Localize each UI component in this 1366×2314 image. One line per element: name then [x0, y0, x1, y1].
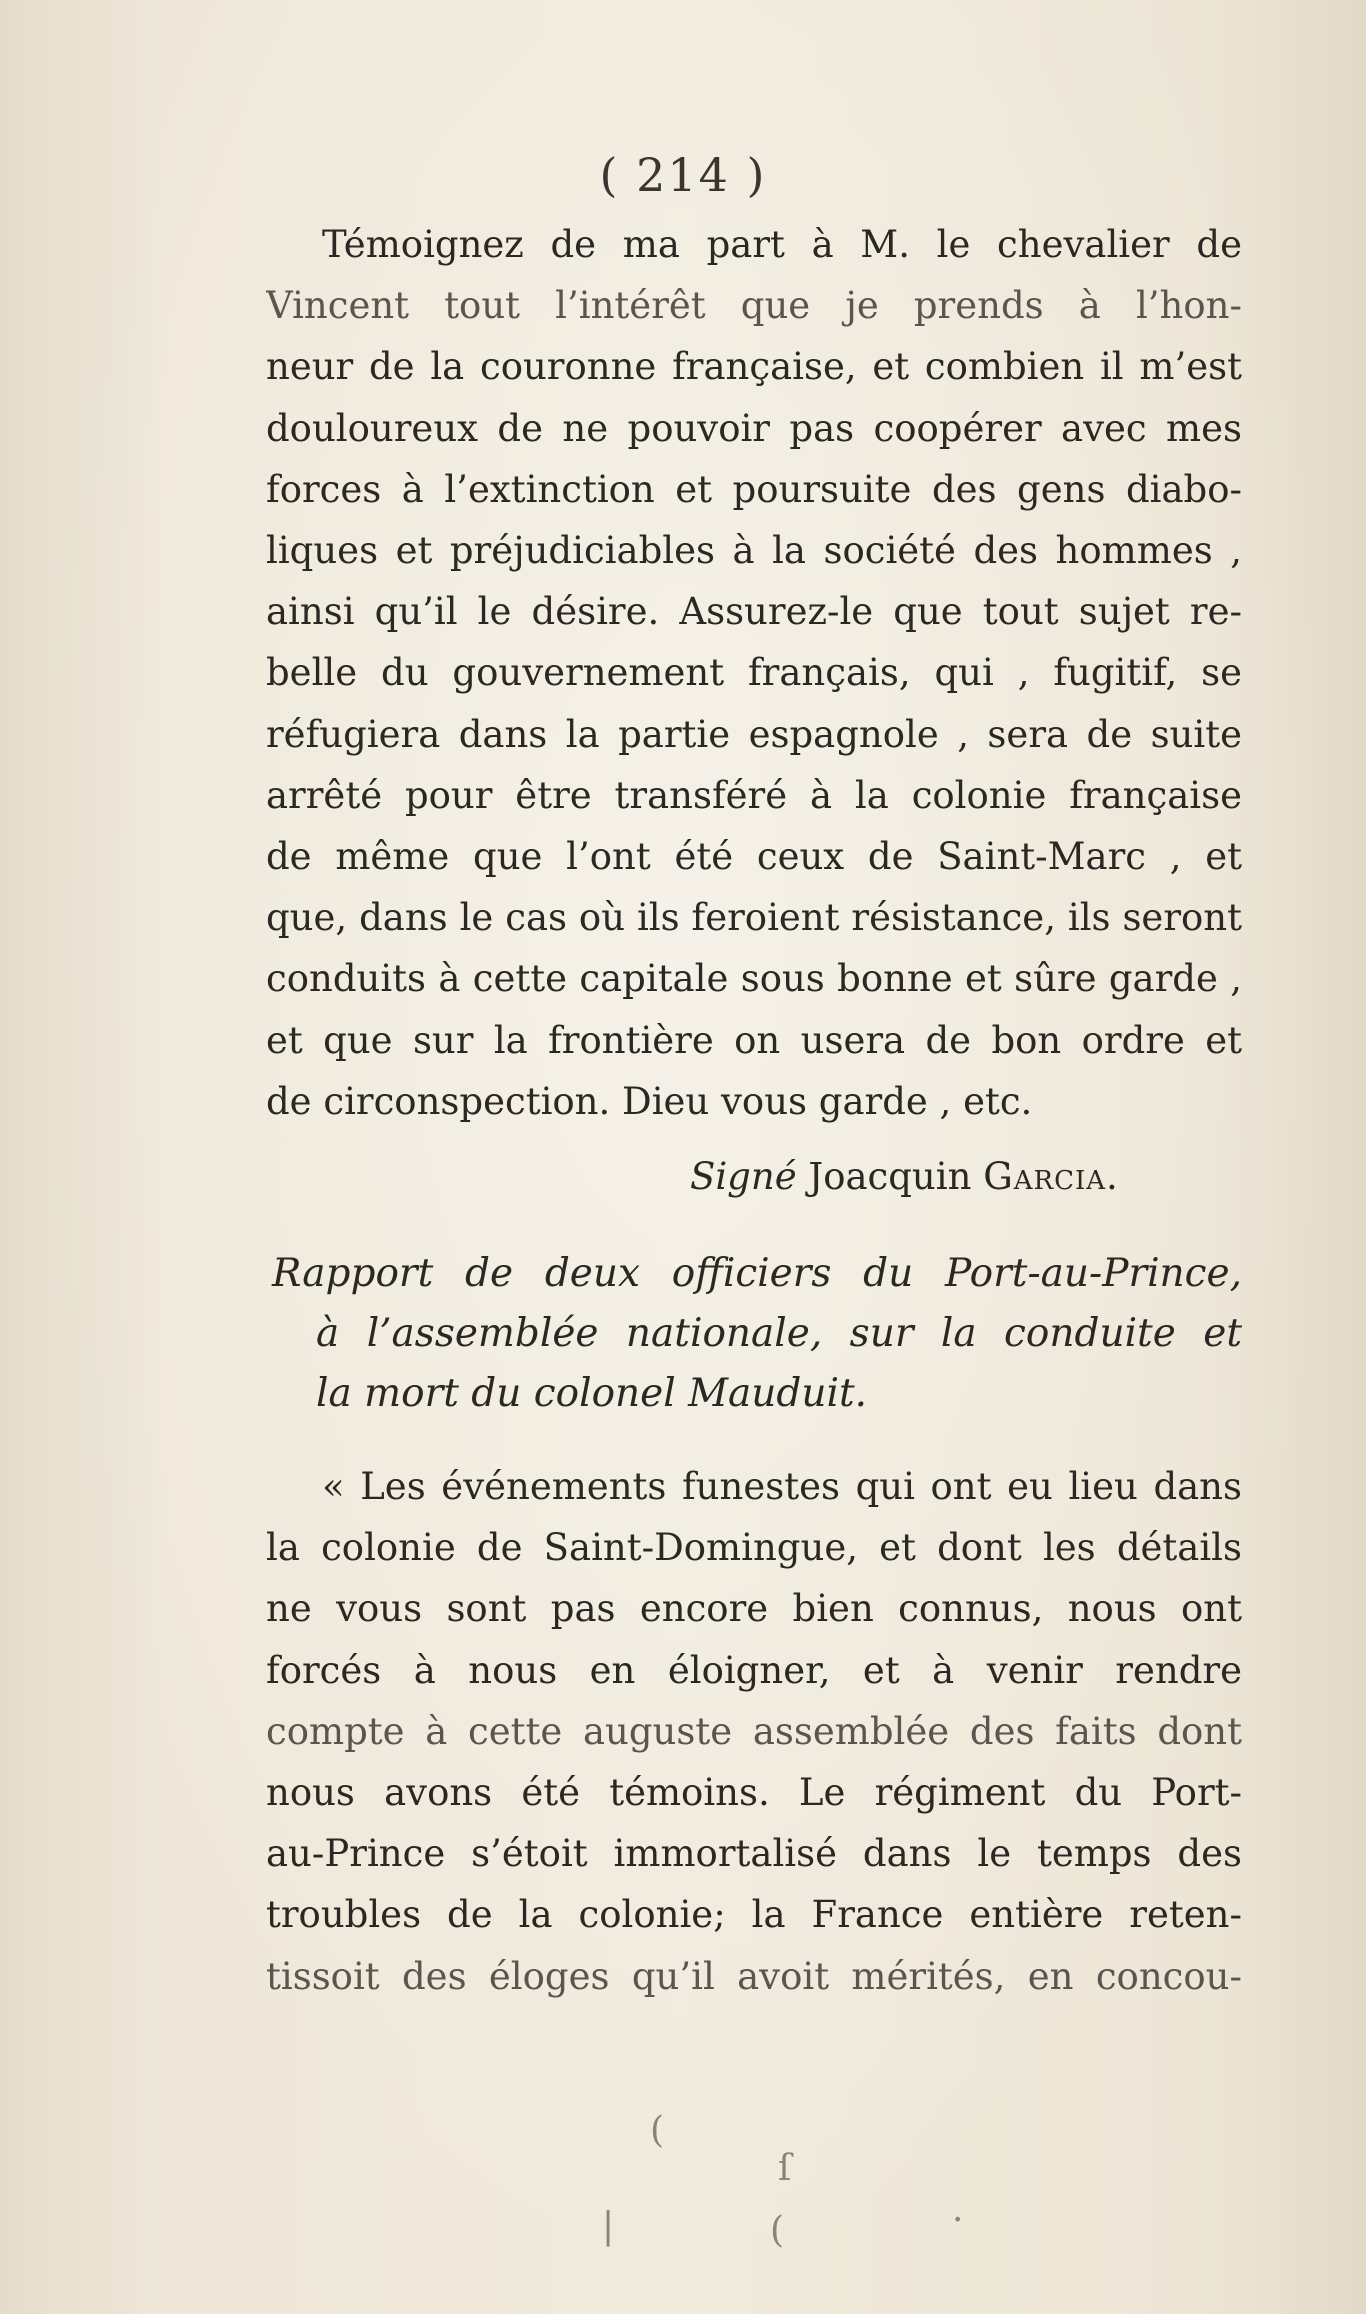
- ink-mark: (: [650, 2110, 665, 2151]
- text-line: arrêté pour être transféré à la colonie française: [266, 773, 1242, 817]
- text-line: Témoignez de ma part à M. le chevalier de: [322, 223, 1242, 266]
- text-line: conduits à cette capitale sous bonne et sûre garde ,: [266, 957, 1242, 1001]
- text-line: belle du gouvernement français, qui , fugitif, se: [266, 651, 1242, 695]
- signature-name: Joacquin: [808, 1155, 972, 1198]
- report-title: [266, 1244, 1242, 1424]
- text-line: que, dans le cas où ils feroient résistance, ils seront: [266, 896, 1242, 940]
- title-line: Rapport de deux officiers du Port-au-Prince,: [272, 1251, 1242, 1296]
- text-line: réfugiera dans la partie espagnole , sera de suite: [266, 712, 1242, 756]
- text-line: de même que l’ont été ceux de Saint-Marc , et: [266, 835, 1242, 879]
- text-line: au-Prince s’étoit immortalisé dans le temps des: [266, 1832, 1242, 1876]
- text-line: tissoit des éloges qu’il avoit mérités, en concou-: [266, 1954, 1242, 1998]
- ink-mark: (: [770, 2210, 785, 2251]
- text-line: douloureux de ne pouvoir pas coopérer avec mes: [266, 406, 1242, 450]
- signature-signe: Signé: [690, 1155, 797, 1198]
- text-line: et que sur la frontière on usera de bon ordre et: [266, 1018, 1242, 1062]
- page-number: ( 214 ): [599, 148, 767, 202]
- text-line: ne vous sont pas encore bien connus, nous ont: [266, 1587, 1242, 1631]
- text-line: liques et préjudiciables à la société des hommes ,: [266, 529, 1242, 573]
- signature: [690, 1146, 1119, 1207]
- title-line: à l’assemblée nationale, sur la conduite et: [316, 1311, 1242, 1356]
- text-line: forcés à nous en éloigner, et à venir rendre: [266, 1648, 1242, 1692]
- text-line: ainsi qu’il le désire. Assurez-le que tout sujet re-: [266, 590, 1242, 634]
- ink-mark: ·: [952, 2200, 964, 2241]
- text-line: nous avons été témoins. Le régiment du Port-: [266, 1771, 1242, 1815]
- text-line: neur de la couronne française, et combien il m’est: [266, 345, 1242, 389]
- text-line: « Les événements funestes qui ont eu lieu dans: [322, 1465, 1242, 1508]
- text-line: de circonspection. Dieu vous garde , etc.: [266, 1079, 1033, 1123]
- text-line: troubles de la colonie; la France entière reten-: [266, 1893, 1242, 1937]
- ink-mark: |: [602, 2206, 615, 2247]
- ink-mark: ſ: [778, 2148, 792, 2189]
- title-line: la mort du colonel Mauduit.: [316, 1371, 868, 1416]
- text-line: la colonie de Saint-Domingue, et dont les détails: [266, 1526, 1242, 1570]
- text-line: compte à cette auguste assemblée des faits dont: [266, 1709, 1242, 1753]
- report-paragraph: [266, 1456, 1242, 2007]
- signature-surname: Garcia.: [983, 1155, 1119, 1198]
- text-line: forces à l’extinction et poursuite des gens diabo-: [266, 467, 1242, 511]
- text-line: Vincent tout l’intérêt que je prends à l’hon-: [266, 284, 1242, 328]
- letter-paragraph: [266, 214, 1242, 1132]
